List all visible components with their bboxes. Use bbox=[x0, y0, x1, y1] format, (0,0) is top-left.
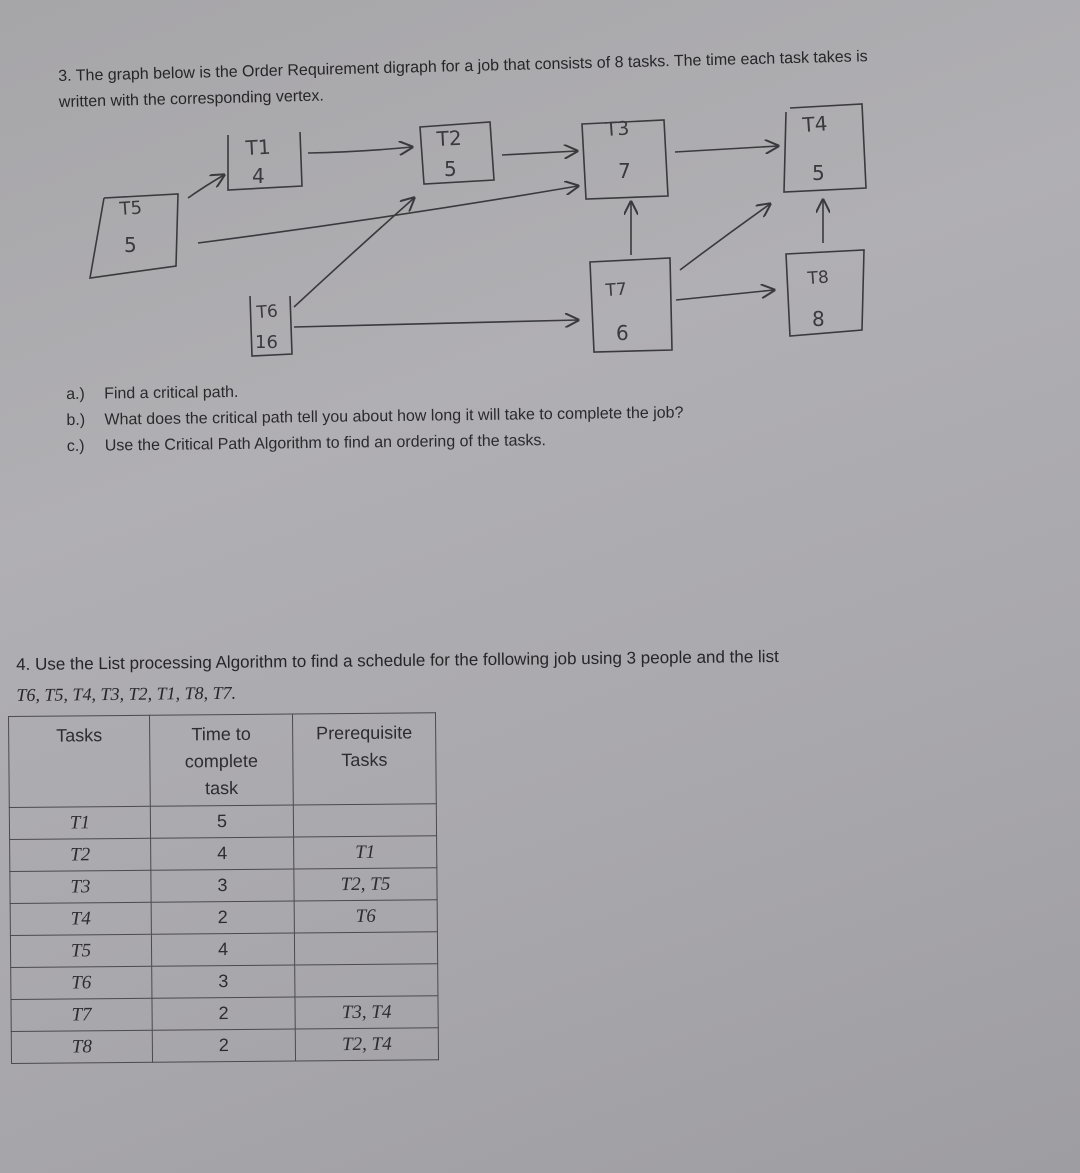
header-time-line-1: Time to bbox=[191, 723, 251, 745]
node-t6-label: T6 bbox=[255, 301, 279, 323]
cell-prereq: T1 bbox=[294, 836, 437, 869]
cell-prereq bbox=[293, 804, 436, 837]
node-t8-time: 8 bbox=[812, 307, 825, 331]
task-table-header bbox=[9, 713, 437, 808]
question-3-parts bbox=[66, 374, 684, 460]
cell-time: 3 bbox=[152, 965, 295, 998]
cell-prereq: T2, T4 bbox=[295, 1028, 438, 1061]
node-t7-box bbox=[590, 258, 672, 352]
table-row bbox=[9, 804, 436, 840]
digraph-node-labels bbox=[118, 111, 830, 353]
table-row bbox=[11, 964, 438, 1000]
task-table bbox=[8, 712, 439, 1064]
edge-t6-t2 bbox=[294, 198, 414, 307]
cell-task: T5 bbox=[10, 934, 151, 967]
edge-t2-t3 bbox=[502, 151, 577, 155]
header-time-line-2: complete bbox=[184, 750, 259, 772]
edge-t1-t2 bbox=[308, 147, 412, 153]
edge-t5-t3 bbox=[198, 186, 578, 243]
cell-time: 2 bbox=[151, 901, 294, 934]
cell-task: T7 bbox=[11, 998, 152, 1031]
cell-prereq bbox=[295, 964, 438, 997]
question-3-line-2: written with the corresponding vertex. bbox=[58, 87, 325, 111]
cell-task: T3 bbox=[10, 870, 151, 903]
cell-prereq: T3, T4 bbox=[295, 996, 438, 1029]
table-row bbox=[11, 996, 438, 1032]
cell-time: 3 bbox=[151, 869, 294, 902]
header-prerequisite-line-2: Tasks bbox=[341, 749, 388, 771]
table-row bbox=[11, 1028, 438, 1064]
cell-prereq: T6 bbox=[294, 900, 437, 933]
cell-task: T8 bbox=[11, 1030, 152, 1063]
question-3-line-1: 3. The graph below is the Order Requirement digraph for a job that consists of 8 tasks. The time each task takes is bbox=[58, 48, 868, 85]
cell-prereq bbox=[294, 932, 437, 965]
node-t4-time: 5 bbox=[812, 161, 825, 185]
digraph-edges bbox=[188, 146, 823, 327]
node-t5-time: 5 bbox=[124, 233, 137, 257]
node-t2-label: T2 bbox=[436, 125, 463, 151]
cell-time: 4 bbox=[151, 933, 294, 966]
cell-time: 5 bbox=[150, 805, 293, 838]
node-t2-time: 5 bbox=[444, 157, 457, 181]
edge-t5-t1 bbox=[188, 175, 224, 198]
node-t8-box bbox=[786, 250, 864, 336]
table-row bbox=[10, 836, 437, 872]
digraph-node-boxes bbox=[90, 104, 866, 356]
table-row bbox=[10, 868, 437, 904]
node-t3-label: T3 bbox=[604, 117, 630, 141]
table-row bbox=[10, 900, 437, 936]
cell-task: T2 bbox=[10, 838, 151, 871]
header-prerequisite bbox=[292, 713, 436, 805]
cell-task: T1 bbox=[9, 806, 150, 839]
cell-time: 2 bbox=[152, 1029, 295, 1062]
node-t1-label: T1 bbox=[245, 134, 272, 160]
header-tasks bbox=[9, 715, 151, 807]
header-time-line-3: task bbox=[205, 777, 239, 799]
node-t7-label: T7 bbox=[604, 279, 628, 301]
node-t5-label: T5 bbox=[118, 197, 143, 220]
part-b-text: What does the critical path tell you about how long it will take to complete the job? bbox=[104, 404, 684, 429]
edge-t7-t4 bbox=[680, 204, 770, 270]
node-t3-time: 7 bbox=[618, 159, 631, 183]
edge-t3-t4 bbox=[675, 146, 778, 152]
question-4-task-list: T6, T5, T4, T3, T2, T1, T8, T7. bbox=[16, 682, 237, 705]
part-b-label: b.) bbox=[66, 411, 86, 429]
edge-t6-t7 bbox=[294, 320, 578, 327]
table-row bbox=[10, 932, 437, 968]
header-time bbox=[149, 714, 293, 806]
cell-time: 4 bbox=[151, 837, 294, 870]
node-t4-label: T4 bbox=[801, 111, 829, 137]
part-a-label: a.) bbox=[66, 385, 85, 403]
node-t6-time: 16 bbox=[255, 332, 278, 353]
node-t1-time: 4 bbox=[252, 164, 265, 188]
part-c-label: c.) bbox=[66, 437, 85, 455]
cell-task: T6 bbox=[11, 966, 152, 999]
node-t7-time: 6 bbox=[616, 321, 629, 345]
cell-time: 2 bbox=[152, 997, 295, 1030]
question-4-line-1: 4. Use the List processing Algorithm to find a schedule for the following job using 3 people and the list bbox=[16, 647, 779, 674]
cell-task: T4 bbox=[10, 902, 151, 935]
question-4-text bbox=[16, 641, 917, 710]
edge-t7-t8 bbox=[676, 290, 774, 300]
header-tasks-label: Tasks bbox=[56, 725, 103, 746]
part-a-text: Find a critical path. bbox=[104, 383, 239, 403]
part-c-text: Use the Critical Path Algorithm to find an ordering of the tasks. bbox=[104, 432, 546, 455]
header-prerequisite-line-1: Prerequisite bbox=[316, 722, 413, 744]
node-t8-label: T8 bbox=[806, 267, 830, 289]
cell-prereq: T2, T5 bbox=[294, 868, 437, 901]
